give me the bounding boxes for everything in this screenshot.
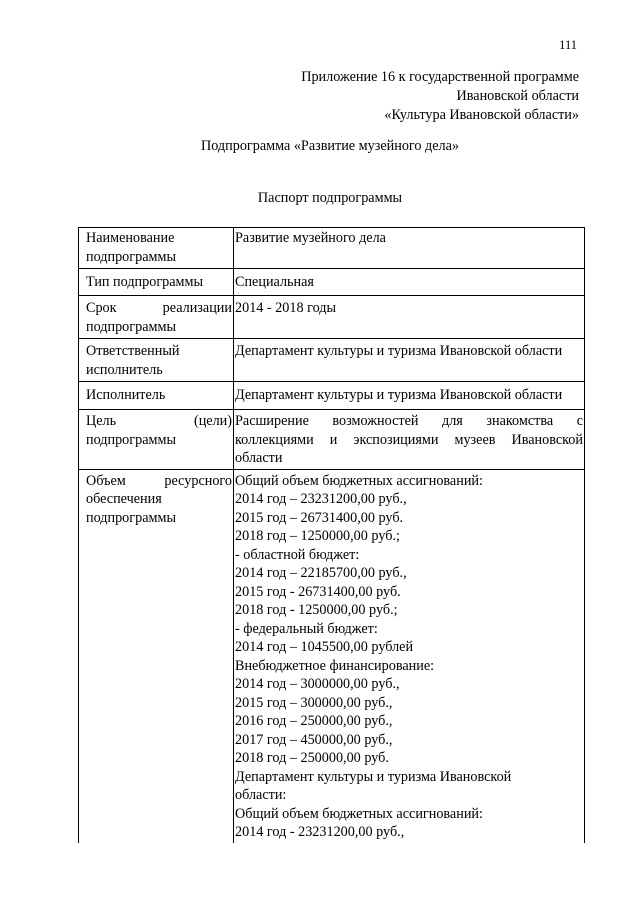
table-row bbox=[79, 382, 585, 410]
table-row bbox=[79, 228, 585, 269]
row-label: Тип подпрограммы bbox=[79, 269, 234, 296]
table-row bbox=[79, 296, 585, 339]
appendix-header bbox=[301, 68, 579, 125]
page-number: 111 bbox=[559, 38, 577, 52]
passport-title: Паспорт подпрограммы bbox=[257, 190, 403, 206]
resource-line: - федеральный бюджет: bbox=[235, 620, 378, 637]
row-label: Наименование подпрограммы bbox=[79, 228, 234, 269]
row-label: Исполнитель bbox=[79, 382, 234, 410]
resource-line: 2014 год – 22185700,00 руб., bbox=[235, 565, 407, 581]
resource-line: 2015 год – 300000,00 руб., bbox=[235, 694, 393, 711]
table-row bbox=[79, 339, 585, 382]
resource-line: 2014 год – 23231200,00 руб., bbox=[235, 491, 407, 507]
row-label: Цель (цели) подпрограммы bbox=[79, 410, 234, 470]
resource-line: 2014 год - 23231200,00 руб., bbox=[235, 824, 405, 840]
subprogram-title: Подпрограмма «Развитие музейного дела» bbox=[201, 138, 459, 154]
row-value: Департамент культуры и туризма Ивановской области bbox=[234, 382, 585, 410]
resource-line: 2018 год – 1250000,00 руб.; bbox=[235, 528, 400, 544]
resource-line: 2015 год - 26731400,00 руб. bbox=[235, 583, 401, 600]
row-value: 2014 - 2018 годы bbox=[234, 296, 585, 339]
table-row bbox=[79, 469, 585, 843]
table-row bbox=[79, 269, 585, 296]
appendix-line: Приложение 16 к государственной программе bbox=[301, 69, 579, 85]
resource-line: Общий объем бюджетных ассигнований: bbox=[235, 472, 483, 489]
row-value: Развитие музейного дела bbox=[234, 228, 585, 269]
row-value: Расширение возможностей для знакомства с коллекциями и экспозициями музеев Ивановской области bbox=[234, 410, 585, 470]
passport-table bbox=[78, 227, 585, 843]
resource-line: 2018 год – 250000,00 руб. bbox=[235, 750, 389, 766]
resource-line: - областной бюджет: bbox=[235, 546, 360, 563]
resource-line: 2018 год - 1250000,00 руб.; bbox=[235, 602, 398, 618]
appendix-line: «Культура Ивановской области» bbox=[384, 107, 579, 123]
resource-line: 2014 год – 1045500,00 рублей bbox=[235, 639, 414, 655]
resource-line: 2014 год – 3000000,00 руб., bbox=[235, 676, 400, 692]
row-value: Департамент культуры и туризма Ивановской области bbox=[234, 339, 585, 382]
resource-line: области: bbox=[235, 787, 287, 803]
resource-line: Департамент культуры и туризма Ивановской bbox=[235, 768, 512, 785]
table-row bbox=[79, 410, 585, 470]
resources-value bbox=[234, 469, 585, 843]
resource-line: 2017 год – 450000,00 руб., bbox=[235, 731, 393, 748]
row-label: Объем ресурсного обеспечения подпрограммы bbox=[79, 469, 234, 843]
row-label: Ответственный исполнитель bbox=[79, 339, 234, 382]
appendix-line: Ивановской области bbox=[456, 88, 579, 104]
resource-line: Общий объем бюджетных ассигнований: bbox=[235, 805, 483, 822]
resource-line: 2015 год – 26731400,00 руб. bbox=[235, 509, 404, 526]
resource-line: Внебюджетное финансирование: bbox=[235, 657, 435, 674]
resource-line: 2016 год – 250000,00 руб., bbox=[235, 713, 393, 729]
row-value: Специальная bbox=[234, 269, 585, 296]
row-label: Срок реализации подпрограммы bbox=[79, 296, 234, 339]
